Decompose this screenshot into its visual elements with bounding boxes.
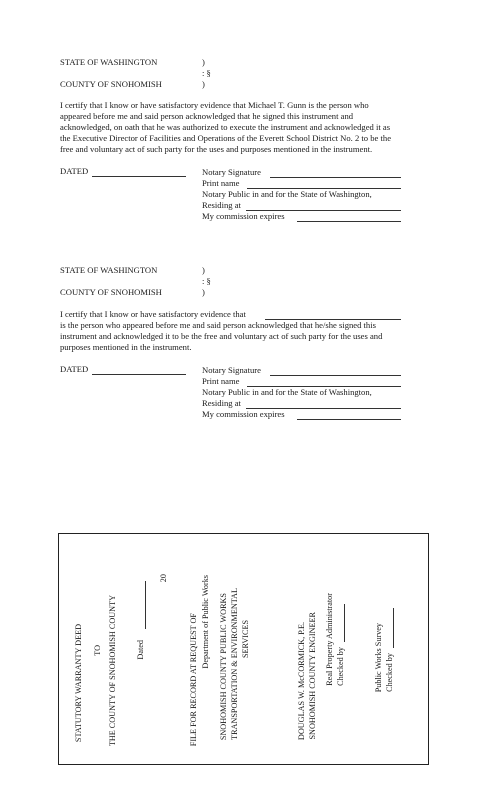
ack1-certify-line-2: appeared before me and said person acknowledged that he signed this instrument and xyxy=(60,111,354,121)
ack2-dated-field[interactable] xyxy=(92,374,186,375)
ack2-dated-label: DATED xyxy=(60,364,89,374)
stamp-pw-checked-label: Checked by xyxy=(385,653,394,692)
ack1-dated-field[interactable] xyxy=(92,176,186,177)
stamp-file-for-record: FILE FOR RECORD AT REQUEST OF xyxy=(189,612,198,746)
ack1-state-label: STATE OF WASHINGTON xyxy=(60,57,158,67)
ack2-paren-top: ) xyxy=(202,265,205,275)
stamp-agency-line-1: SNOHOMISH COUNTY PUBLIC WORKS xyxy=(219,592,228,740)
stamp-rp-checked-label: Checked by xyxy=(336,647,345,686)
stamp-department: Department of Public Works xyxy=(201,575,210,669)
ack2-residing-label: Residing at xyxy=(202,398,241,408)
stamp-engineer-title: SNOHOMISH COUNTY ENGINEER xyxy=(308,612,317,740)
ack1-paren-bottom: ) xyxy=(202,79,205,89)
stamp-title: STATUTORY WARRANTY DEED xyxy=(74,623,83,742)
stamp-to: TO xyxy=(93,645,102,656)
ack1-notary-signature-label: Notary Signature xyxy=(202,167,261,177)
stamp-agency-line-3: SERVICES xyxy=(241,619,250,658)
ack2-commission-label: My commission expires xyxy=(202,409,285,419)
ack2-state-label: STATE OF WASHINGTON xyxy=(60,265,158,275)
ack1-commission-field[interactable] xyxy=(297,221,401,222)
ack1-print-name-label: Print name xyxy=(202,178,240,188)
ack1-dated-label: DATED xyxy=(60,166,89,176)
ack2-certify-line-3: instrument and acknowledged it to be the free and voluntary act of such party for the uses and xyxy=(60,331,383,341)
ack2-notary-public-text: Notary Public in and for the State of Washington, xyxy=(202,387,372,397)
stamp-dated-field[interactable] xyxy=(145,581,146,629)
ack1-commission-label: My commission expires xyxy=(202,211,285,221)
stamp-agency-line-2: TRANSPORTATION & ENVIRONMENTAL xyxy=(230,588,239,740)
ack2-certify-line-1: I certify that I know or have satisfactory evidence that xyxy=(60,309,246,319)
ack2-county-label: COUNTY OF SNOHOMISH xyxy=(60,287,162,297)
stamp-pw-survey-label: Public Works Survey xyxy=(374,622,383,692)
stamp-engineer-name: DOUGLAS W. McCORMICK, P.E. xyxy=(297,621,306,740)
stamp-rp-checked-field[interactable] xyxy=(344,604,345,642)
ack1-certify-line-1: I certify that I know or have satisfactory evidence that Michael T. Gunn is the person who xyxy=(60,100,369,110)
stamp-year: 20 xyxy=(159,573,168,582)
ack1-certify-line-5: free and voluntary act of such party for the uses and purposes mentioned in the instrument. xyxy=(60,144,373,154)
ack2-ss-symbol: : § xyxy=(202,276,211,286)
ack2-commission-field[interactable] xyxy=(297,419,401,420)
ack2-notary-signature-label: Notary Signature xyxy=(202,365,261,375)
stamp-rp-admin-label: Real Property Administrator xyxy=(325,593,334,686)
ack2-certify-line-4: purposes mentioned in the instrument. xyxy=(60,342,192,352)
ack2-certify-line-2: is the person who appeared before me and said person acknowledged that he/she signed this xyxy=(60,320,376,330)
ack1-ss-symbol: : § xyxy=(202,68,211,78)
stamp-dated-label: Dated xyxy=(136,640,145,660)
ack1-county-label: COUNTY OF SNOHOMISH xyxy=(60,79,162,89)
recording-stamp-box xyxy=(58,533,429,765)
ack1-certify-line-4: the Executive Director of Facilities and Operations of the Everett School District No. 2 to be the xyxy=(60,133,392,143)
stamp-pw-checked-field[interactable] xyxy=(393,608,394,648)
ack1-certify-line-3: acknowledged, on oath that he was authorized to execute the instrument and acknowledged it as xyxy=(60,122,391,132)
ack2-paren-bottom: ) xyxy=(202,287,205,297)
ack1-notary-public-text: Notary Public in and for the State of Washington, xyxy=(202,189,372,199)
ack2-notary-signature-field[interactable] xyxy=(270,375,401,376)
ack1-residing-label: Residing at xyxy=(202,200,241,210)
stamp-grantee: THE COUNTY OF SNOHOMISH COUNTY xyxy=(108,594,117,746)
ack1-notary-signature-field[interactable] xyxy=(270,177,401,178)
ack1-paren-top: ) xyxy=(202,57,205,67)
ack2-print-name-label: Print name xyxy=(202,376,240,386)
